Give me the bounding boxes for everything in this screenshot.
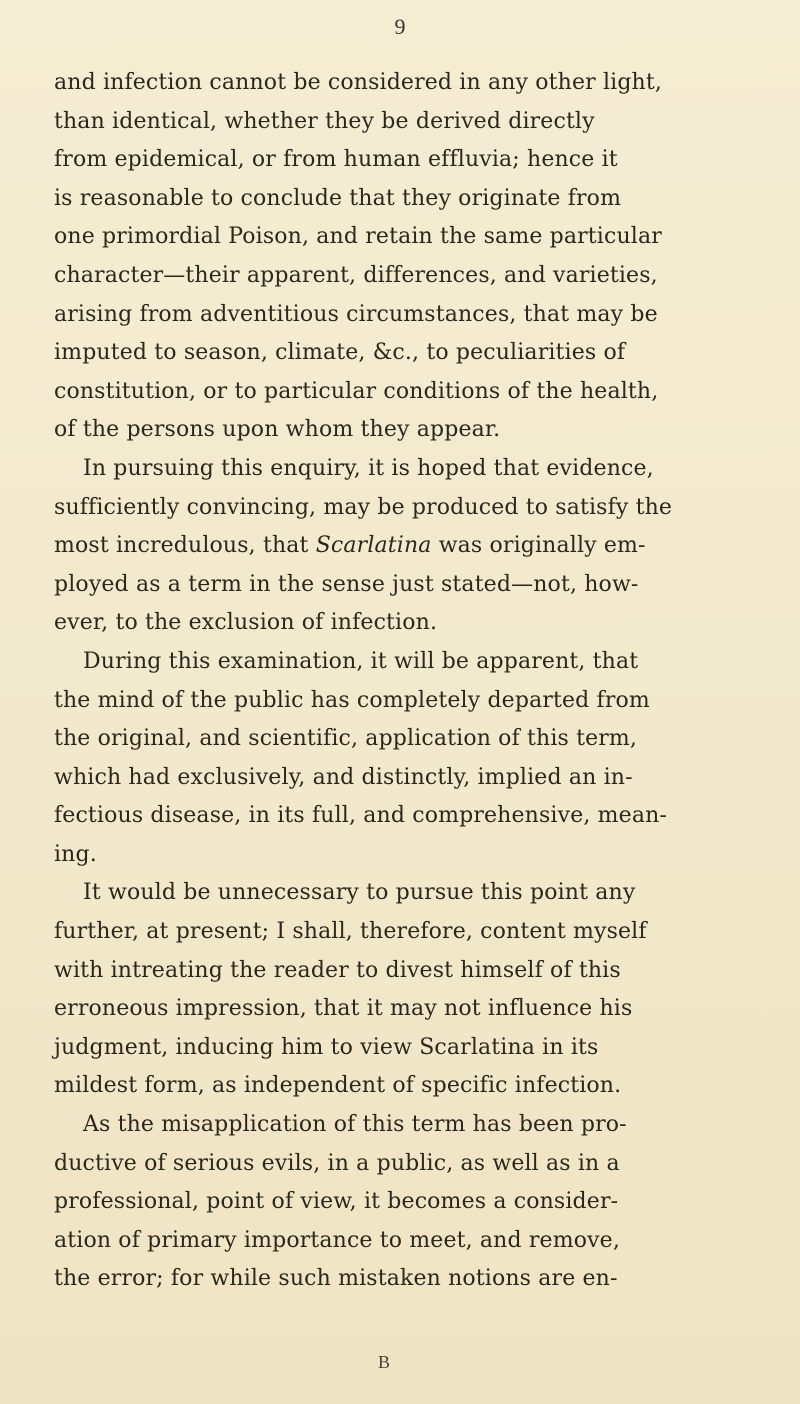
text-line: the original, and scientific, application of this term, (54, 726, 638, 752)
paragraph-start-line: It would be unnecessary to pursue this point any (83, 880, 636, 906)
body-text (54, 64, 794, 1299)
text-line: than identical, whether they be derived directly (54, 108, 595, 134)
text-line: is reasonable to conclude that they originate from (54, 185, 622, 211)
text-line: the mind of the public has completely departed from (54, 687, 650, 713)
text-line: ployed as a term in the sense just stated—not, how- (54, 571, 639, 597)
text-line: with intreating the reader to divest himself of this (54, 957, 621, 983)
paragraph-start-line: In pursuing this enquiry, it is hoped that evidence, (83, 455, 654, 481)
text-line: ever, to the exclusion of infection. (54, 610, 438, 636)
text-line: ing. (54, 841, 97, 867)
text-line: from epidemical, or from human effluvia; hence it (54, 147, 618, 173)
text-line: mildest form, as independent of specific infection. (54, 1073, 622, 1099)
italic-term: Scarlatina (315, 533, 432, 559)
text-line: which had exclusively, and distinctly, implied an in- (54, 764, 633, 790)
signature-mark: B (378, 1352, 391, 1372)
text-line: judgment, inducing him to view Scarlatina in its (54, 1034, 599, 1060)
text-line: further, at present; I shall, therefore, content myself (54, 919, 647, 945)
text-line: arising from adventitious circumstances, that may be (54, 301, 658, 327)
text-line: constitution, or to particular conditions of the health, (54, 378, 659, 404)
page-number: 9 (394, 14, 406, 39)
text-line: most incredulous, that Scarlatina was originally em- (54, 533, 646, 559)
text-line: and infection cannot be considered in any other light, (54, 70, 663, 95)
paragraph-start-line: During this examination, it will be apparent, that (83, 648, 639, 674)
text-line: of the persons upon whom they appear. (54, 417, 501, 443)
paragraph-start-line: As the misapplication of this term has been pro- (83, 1112, 627, 1138)
text-line: the error; for while such mistaken notions are en- (54, 1266, 618, 1292)
text-line: character—their apparent, differences, and varieties, (54, 262, 658, 288)
text-line: erroneous impression, that it may not influence his (54, 996, 633, 1022)
text-line: ation of primary importance to meet, and remove, (54, 1227, 620, 1253)
text-line: imputed to season, climate, &c., to peculiarities of (54, 340, 626, 366)
text-line: sufficiently convincing, may be produced to satisfy the (54, 494, 673, 520)
text-line: ductive of serious evils, in a public, as well as in a (54, 1150, 620, 1176)
text-line: professional, point of view, it becomes a consider- (54, 1189, 619, 1215)
text-line: fectious disease, in its full, and comprehensive, mean- (54, 803, 668, 829)
text-line: one primordial Poison, and retain the same particular (54, 224, 662, 250)
